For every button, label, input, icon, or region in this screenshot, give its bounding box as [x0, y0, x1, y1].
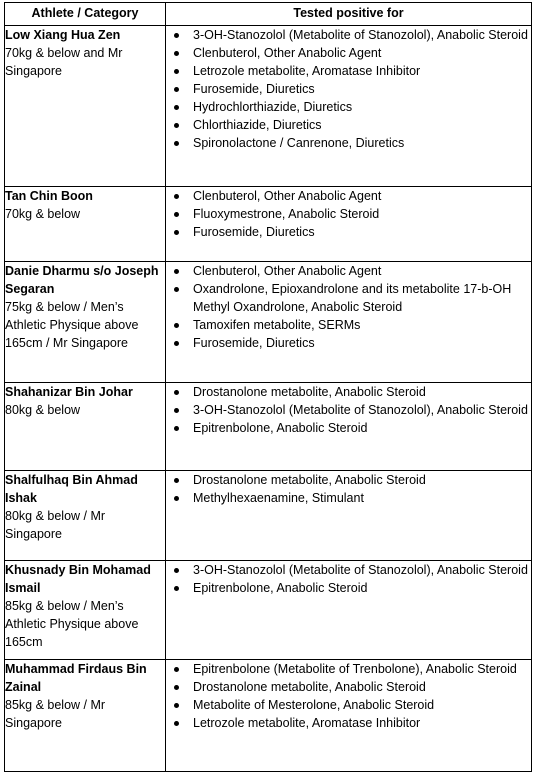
substances-cell	[166, 26, 532, 187]
substance-item: Letrozole metabolite, Aromatase Inhibitor	[193, 62, 531, 80]
substance-item: Furosemide, Diuretics	[193, 223, 531, 241]
athlete-category: 85kg & below / Men’s Athletic Physique above 165cm	[5, 599, 139, 649]
table-row	[5, 262, 532, 383]
athlete-category: 75kg & below / Men’s Athletic Physique above 165cm / Mr Singapore	[5, 300, 139, 350]
table-header-row	[5, 3, 532, 26]
header-athlete-category: Athlete / Category	[5, 3, 166, 26]
substance-item: Clenbuterol, Other Anabolic Agent	[193, 187, 531, 205]
substance-item: Drostanolone metabolite, Anabolic Steroid	[193, 383, 531, 401]
athlete-name: Shalfulhaq Bin Ahmad Ishak	[5, 473, 138, 505]
substance-item: Furosemide, Diuretics	[193, 80, 531, 98]
table-row	[5, 383, 532, 471]
athlete-cell	[5, 660, 166, 772]
substance-item: Chlorthiazide, Diuretics	[193, 116, 531, 134]
header-tested-positive-for: Tested positive for	[166, 3, 532, 26]
substance-item: Spironolactone / Canrenone, Diuretics	[193, 134, 531, 152]
athlete-name: Tan Chin Boon	[5, 189, 93, 203]
substances-cell	[166, 262, 532, 383]
athlete-name: Danie Dharmu s/o Joseph Segaran	[5, 264, 159, 296]
athlete-cell	[5, 187, 166, 262]
substance-list	[166, 187, 531, 241]
substance-list	[166, 471, 531, 507]
athlete-category: 70kg & below	[5, 207, 81, 221]
athlete-name: Shahanizar Bin Johar	[5, 385, 133, 399]
substance-item: 3-OH-Stanozolol (Metabolite of Stanozolol), Anabolic Steroid	[193, 26, 531, 44]
athlete-category: 80kg & below	[5, 403, 81, 417]
athlete-cell	[5, 383, 166, 471]
substance-item: Fluoxymestrone, Anabolic Steroid	[193, 205, 531, 223]
table-row	[5, 471, 532, 561]
athlete-category: 85kg & below / Mr Singapore	[5, 698, 106, 730]
substance-item: Furosemide, Diuretics	[193, 334, 531, 352]
substances-cell	[166, 561, 532, 660]
athlete-cell	[5, 262, 166, 383]
substance-list	[166, 383, 531, 437]
athlete-cell	[5, 561, 166, 660]
table-row	[5, 561, 532, 660]
substance-item: Tamoxifen metabolite, SERMs	[193, 316, 531, 334]
athlete-name: Khusnady Bin Mohamad Ismail	[5, 563, 151, 595]
substance-list	[166, 660, 531, 732]
substance-list	[166, 26, 531, 152]
athlete-category: 80kg & below / Mr Singapore	[5, 509, 106, 541]
substance-list	[166, 561, 531, 597]
substance-item: Letrozole metabolite, Aromatase Inhibitor	[193, 714, 531, 732]
athlete-name: Muhammad Firdaus Bin Zainal	[5, 662, 147, 694]
substance-item: 3-OH-Stanozolol (Metabolite of Stanozolol), Anabolic Steroid	[193, 561, 531, 579]
substance-item: 3-OH-Stanozolol (Metabolite of Stanozolol), Anabolic Steroid	[193, 401, 531, 419]
substance-item: Epitrenbolone, Anabolic Steroid	[193, 419, 531, 437]
table-row	[5, 187, 532, 262]
substance-item: Metabolite of Mesterolone, Anabolic Steroid	[193, 696, 531, 714]
substances-cell	[166, 471, 532, 561]
athlete-category: 70kg & below and Mr Singapore	[5, 46, 123, 78]
table-row	[5, 26, 532, 187]
substance-list	[166, 262, 531, 352]
substance-item: Clenbuterol, Other Anabolic Agent	[193, 44, 531, 62]
substance-item: Methylhexaenamine, Stimulant	[193, 489, 531, 507]
substance-item: Epitrenbolone (Metabolite of Trenbolone), Anabolic Steroid	[193, 660, 531, 678]
substance-item: Hydrochlorthiazide, Diuretics	[193, 98, 531, 116]
substances-cell	[166, 660, 532, 772]
athlete-name: Low Xiang Hua Zen	[5, 28, 121, 42]
doping-results-table	[4, 2, 532, 772]
athlete-cell	[5, 26, 166, 187]
substance-item: Oxandrolone, Epioxandrolone and its metabolite 17-b-OH Methyl Oxandrolone, Anabolic Steroid	[193, 280, 531, 316]
substance-item: Epitrenbolone, Anabolic Steroid	[193, 579, 531, 597]
table-row	[5, 660, 532, 772]
substances-cell	[166, 187, 532, 262]
athlete-cell	[5, 471, 166, 561]
substance-item: Clenbuterol, Other Anabolic Agent	[193, 262, 531, 280]
substances-cell	[166, 383, 532, 471]
substance-item: Drostanolone metabolite, Anabolic Steroid	[193, 678, 531, 696]
substance-item: Drostanolone metabolite, Anabolic Steroid	[193, 471, 531, 489]
table-body	[5, 26, 532, 772]
